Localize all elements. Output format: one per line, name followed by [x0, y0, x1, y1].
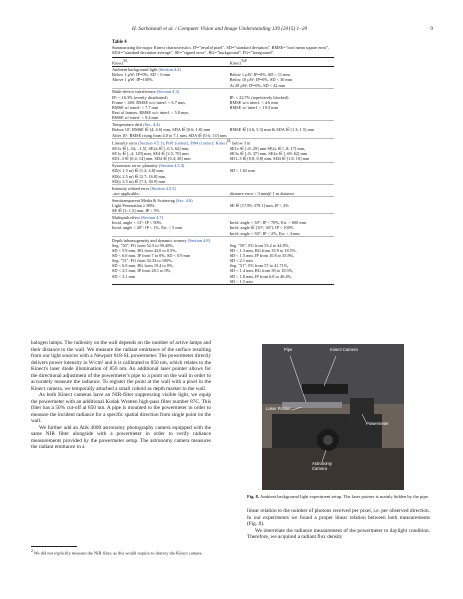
cell-line: SD(≤ 1.5 m) ∈ [1.2; 4.8] mm,	[112, 168, 165, 174]
section-title: Temperature drift	[112, 122, 143, 128]
figure-8-photo	[262, 344, 404, 490]
cell-line: Incid. angle < 30°: IP < 70%, Err. > 600 mm	[229, 220, 307, 226]
running-title: H. Sarbolandi et al. / Computer Vision and Image Understanding 139 (2015) 1–20	[131, 26, 308, 32]
section-reference: (Section 4.3)	[156, 89, 180, 95]
cell-line: Seg. "51": FG from 52.33 to 100%,	[112, 258, 173, 264]
cell-line: Seg. "50": FG from 53.2 to 44.8%,	[229, 242, 290, 248]
table-row	[112, 146, 334, 162]
cell-line: SE3x ∈ [–8; 37] mm, SE4x ∈ [–69; 62] mm	[229, 151, 308, 157]
col-header-left: Kinect$^{SL}$	[112, 58, 230, 67]
running-header	[30, 26, 433, 35]
cell-line: Frame < 400: RMSE w/o interf. < 6.7 mm,	[112, 99, 186, 105]
table-cell-left	[112, 146, 230, 162]
table-row	[112, 203, 334, 214]
table-cell-left	[112, 127, 230, 138]
cell-line: SE1y ∈ [–4; 129] mm, SE4 ∈ [2.5; 70] mm	[112, 151, 189, 157]
section-reference: (Sec. 4.6)	[175, 197, 193, 203]
section-title: Intensity related error	[112, 185, 150, 191]
paragraph: We interrelate the radiance measurement of the powermeter to daylight condition. Therefore, we acquired a radiant flux density	[247, 527, 430, 540]
section-reference: (Section 4.5.4)	[158, 163, 185, 169]
table-cell-right	[230, 127, 334, 138]
table-row	[112, 243, 334, 285]
cell-line: RMSE w/ interf. < 9.4 mm	[112, 115, 159, 121]
cell-line: Before 10': RMSE ∈ [4; 4.6] mm, SDA ∈ [0.6; 1.8] mm	[112, 127, 211, 133]
table-cell-right	[230, 243, 334, 285]
table-caption: Summarizing the major Kinect characteristics. IP="invalid pixel", SD="standard deviation", RMSE="root mean square error", SDA="standard deviation average", SE="signed error", BG="background", FG="foreground".	[112, 45, 330, 56]
section-reference: (Section 4.7)	[140, 215, 164, 221]
cell-line: SD < 1.65 mm	[229, 168, 255, 174]
footnote	[31, 549, 211, 556]
cell-line: Incid. angle < 13°: IP < 90%,	[112, 220, 163, 226]
cell-line: RMSE w/ interf. < 7.7 mm	[112, 104, 159, 110]
table-label: Table 4	[112, 40, 127, 45]
cell-line: RMSE ∈ [4.6; 5.3] mm & SDA ∈ [1.3; 1.5] mm	[229, 127, 315, 133]
cell-line: SE ∈ [1; 1.5] mm, IP < 5%	[112, 208, 160, 214]
kinect-characteristics-table	[112, 57, 334, 284]
table-cell-left	[112, 95, 230, 121]
body-right-column	[247, 508, 430, 541]
section-title: Semitransparent Media & Scattering	[112, 197, 175, 203]
cell-line: SD < 6.0 mm, BG from 19.4 to 0%,	[112, 263, 174, 269]
cell-line: SD1–3 ∈ [0.8; 8.8] mm, SD4 ∈ [1.8; 10] mm	[229, 156, 310, 162]
section-reference: (Section 4.5.1); Pt#1 (center), Pt#4 (corner): Kinect	[138, 140, 227, 146]
cell-line: Above 1 µW: IP=100%	[112, 77, 153, 83]
cell-line: Seg. "50": FG from 52.5 to 99.48%,	[112, 242, 174, 248]
cell-line: SD < 1.3 mm, BG from 35.9 to 18.5%,	[229, 247, 297, 253]
table-cell-right	[230, 220, 334, 236]
cell-line: SE1x ∈ [–8; 29] mm SE2x ∈ [–8; 17] mm,	[229, 146, 306, 152]
col-header-right: Kinect$^{ToF}$	[230, 58, 334, 67]
figure-caption	[247, 494, 430, 499]
figure-label-powermeter: Powermeter	[366, 421, 389, 426]
footnote-mark: 2	[31, 549, 33, 553]
table-row	[112, 72, 334, 88]
figure-label-laser-pointer: Laser Pointer	[266, 406, 291, 411]
table-cell-right	[230, 146, 334, 162]
cell-line: –not applicable–	[112, 190, 141, 196]
footnote-divider	[31, 546, 77, 547]
page-number: 9	[430, 26, 433, 32]
cell-line: Incid. angle > 30°: IP < 2%, Err. < 4 mm	[229, 230, 300, 236]
body-left-column	[31, 340, 211, 451]
section-title: Multi-device interference	[112, 89, 156, 95]
figure-caption-text: Ambient background light experiment setup. The laser pointer is mainly hidden by the pipe.	[260, 494, 429, 499]
cell-line: Below 10 µW: IP=0%, SD < 30 mm	[229, 77, 293, 83]
cell-line: SD < 2.1 mm	[229, 258, 253, 264]
cell-line: SD(≤ 3.5 m) ∈ [7.3; 30.9] mm	[112, 178, 166, 184]
table-cell-left	[112, 168, 230, 184]
table-cell-right	[230, 95, 334, 121]
figure-label-astronomy-camera: Astronomy Camera	[312, 461, 333, 471]
table-header-row	[112, 58, 334, 67]
section-reference-tail: below 3 m	[232, 140, 251, 146]
cell-line: distance error < 3 mm@ 1 m distance	[229, 190, 295, 196]
paragraph: linear relation to the number of photons received per pixel, i.e. per observed direction. In our experiments we found a proper linear relation between both measurements (Fig. 8).	[247, 508, 430, 527]
footnote-text: We did not explicitly measure the NIR filter, as this would require to destroy the Kinect camera.	[33, 550, 203, 556]
cell-line: Rest of frames: RMSE w/o interf. < 5.8 mm,	[112, 110, 189, 116]
cell-line: RMSE w/o interf. < 4.6 mm	[229, 99, 278, 105]
table-cell-left	[112, 203, 230, 214]
table-row	[112, 127, 334, 138]
section-title: Depth inhomogeneity and dynamic scenery	[112, 237, 187, 243]
table-cell-left	[112, 220, 230, 236]
cell-line: Light Penetration ≥ 80%:	[112, 203, 156, 208]
cell-line: Incid. angle > 20°: IP < 1%, Err. < 5 mm	[112, 225, 183, 231]
cell-line: SE1x ∈ [–34; –1.5], SE2x ∈ [–0.5; 62] mm,	[112, 146, 190, 152]
figure-label-pipe: Pipe	[284, 347, 293, 352]
figure-label-kinect-camera: Kinect Camera	[330, 347, 358, 352]
figure-caption-label: Fig. 8.	[247, 494, 260, 499]
cell-line: SD < 1.8 mm, IP from 6.8 to 40.4%,	[229, 273, 293, 279]
table-cell-right	[230, 168, 334, 184]
paragraph: halogen lamps. The radiosity on the wall depends on the number of active lamps and their distance to the wall. We measure the radiant emittance of the surface resulting from our light sources with a Newport 818-SL powermeter. The powermeter directly delivers power intensity in W/cm² and it is calibrated to 850 nm, which relates to the Kinect's laser diode illumination of 850 nm. An additional laser pointer allows for the directional adjustment of the powermeter's pipe to a point on the wall in order to accurately measure the radiance. To register the point at the wall with a pixel in the Kinect camera, we temporally attached a small cuboid as depth marker to the wall.	[31, 340, 211, 392]
section-reference: (Section 4.2)	[158, 67, 181, 73]
cell-line: SD < 3.5 mm, IP from 28.1 to 0%,	[112, 268, 172, 274]
cell-line: Seg. "51": FG from 57 to 41.71%,	[229, 263, 289, 269]
paragraph: As both Kinect cameras have an NIR-filter suppressing visible light, we equip the powermeter with an additional Kodak Wratten high-pass filter number 87C. This filter has a 50% cut-off at 850 nm. A pipe is mounted to the powermeter in order to measure the incident radiance for a specific spatial direction from single point on the wall.	[31, 392, 211, 424]
table-cell-right	[230, 203, 334, 214]
section-title: Linearity error	[112, 140, 138, 146]
section-reference: (Section 4.5.5)	[150, 185, 176, 191]
table-row	[112, 168, 334, 184]
cell-line: Below 1 µW: IP=0%, SD < 11 mm	[229, 72, 290, 78]
cell-line: SD < 6.0 mm, IP from 7 to 0%, SD < 0.9 mm	[112, 253, 191, 258]
cell-line: SD < 1.5 mm	[229, 278, 253, 284]
table-section-header	[112, 138, 334, 146]
cell-line: IP: < 22.7% (repetitively blocked)	[229, 94, 289, 100]
cell-line: IP: < 16.3% (evenly distributed)	[112, 94, 168, 100]
section-reference-sup: SL	[226, 139, 232, 144]
cell-line: SD < 1.4 mm, BG from 39 to 18.3%,	[229, 268, 294, 274]
section-reference: (Sec. 4.4)	[143, 122, 160, 128]
table-cell-left	[112, 72, 230, 88]
cell-line: After 10': RMSE rising from 4.0 to 7.1 mm, SDA ∈ [0.6; 1.0] mm	[112, 132, 227, 138]
cell-line: At 20 µW: IP=0%, SD < 42 mm	[229, 82, 286, 88]
table-row	[112, 95, 334, 121]
cell-line: Incid. angle ∈ [10°; 30°]: IP < 100%	[229, 225, 294, 231]
table-cell-right	[230, 72, 334, 88]
cell-line: SD1–3 ∈ [0.4; 14] mm, SD4 ∈ [0.4; 28] mm	[112, 156, 191, 162]
table-cell-left	[112, 243, 230, 285]
section-title: Multipath effect	[112, 215, 140, 221]
cell-line: SD < 3.1 mm	[112, 273, 136, 279]
cell-line: RMSE w/ interf. < 19.3 mm	[229, 104, 278, 110]
cell-line: Below 1 µW: IP=0%, SD < 6 mm	[112, 72, 171, 78]
section-title: Ambient background light	[112, 67, 158, 73]
section-title: Systematic error: planarity	[112, 163, 158, 169]
cell-line: SD < 1.5 mm, IP from 10.8 to 35.8%,	[229, 253, 295, 258]
cell-line: SD(≤ 2.5 m) ∈ [2.7; 16.8] mm,	[112, 173, 167, 179]
cell-line: SE ∈ [17.89; 378.1] mm, IP < 2%	[229, 203, 289, 208]
table-row	[112, 220, 334, 236]
table-4	[112, 40, 334, 285]
cell-line: SD < 5.9 mm, BG from 43.0 to 0.5%,	[112, 247, 177, 253]
section-reference: (Section 4.8)	[187, 237, 210, 243]
paragraph: We further add an Atik 4000 astronomy photography camera equipped with the same NIR filter alongside with a powermeter in order to verify radiance measurements provided by the powermeter setup. The astronomy camera measures the radiant emittance in a	[31, 424, 211, 450]
